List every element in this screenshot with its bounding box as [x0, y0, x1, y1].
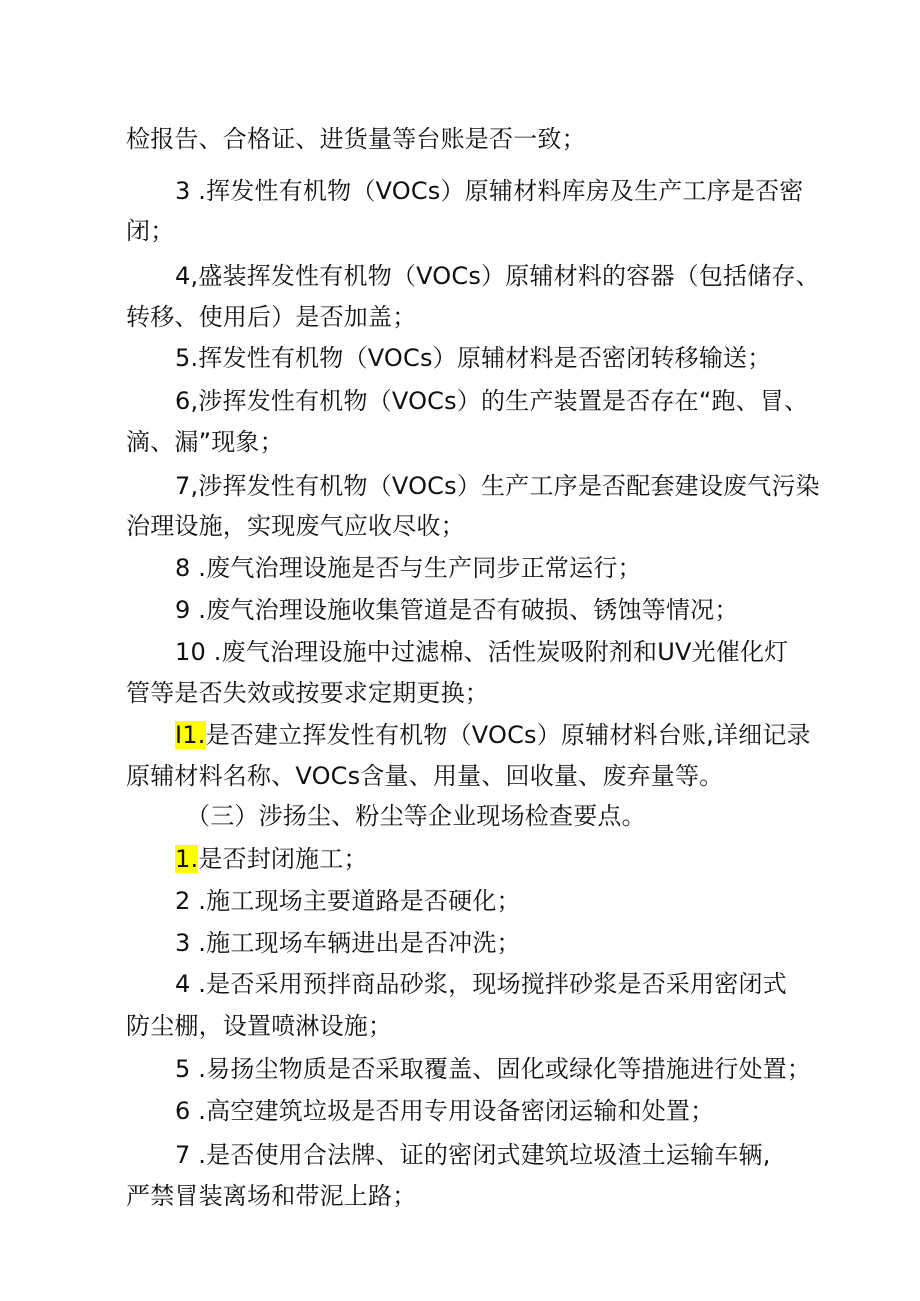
text-line-8: 滴、漏”现象； — [126, 428, 284, 456]
text-line-1: 检报告、合格证、进货量等台账是否一致； — [126, 125, 586, 153]
text-line-23: 5 .易扬尘物质是否采取覆盖、固化或绿化等措施进行处置； — [175, 1055, 812, 1083]
text-line-10: 治理设施，实现废气应收尽收； — [126, 512, 465, 540]
text-line-26: 严禁冒装离场和带泥上路； — [126, 1182, 417, 1210]
text-line-20: 3 .施工现场车辆进出是否冲洗； — [175, 929, 521, 957]
highlighted-number: I1. — [175, 721, 206, 749]
text-line-12: 9 .废气治理设施收集管道是否有破损、锈蚀等情况； — [175, 596, 739, 624]
text-line-16: 原辅材料名称、VOCs含量、用量、回收量、废弃量等。 — [126, 762, 724, 790]
text-line-14: 管等是否失效或按要求定期更换； — [126, 679, 489, 707]
text-line-18 — [175, 844, 368, 874]
text-line-18-rest: 是否封闭施工； — [198, 845, 368, 873]
text-line-13: 10 .废气治理设施中过滤棉、活性炭吸附剂和UV光催化灯 — [175, 638, 789, 666]
text-line-22: 防尘棚，设置喷淋设施； — [126, 1012, 393, 1040]
text-line-5: 转移、使用后）是否加盖； — [126, 303, 417, 331]
text-line-15-rest: 是否建立挥发性有机物（VOCs）原辅材料台账,详细记录 — [205, 721, 811, 749]
text-line-3: 闭； — [126, 217, 175, 245]
text-line-2: 3 .挥发性有机物（VOCs）原辅材料库房及生产工序是否密 — [175, 177, 804, 205]
text-line-4: 4,盛装挥发性有机物（VOCs）原辅材料的容器（包括储存、 — [175, 262, 820, 290]
text-line-6: 5.挥发性有机物（VOCs）原辅材料是否密闭转移输送； — [175, 344, 772, 372]
text-line-11: 8 .废气治理设施是否与生产同步正常运行； — [175, 554, 642, 582]
text-line-25: 7 .是否使用合法牌、证的密闭式建筑垃圾渣土运输车辆, — [175, 1141, 771, 1169]
text-line-15 — [175, 720, 811, 750]
text-line-21: 4 .是否采用预拌商品砂浆，现场搅拌砂浆是否采用密闭式 — [175, 970, 787, 998]
text-line-24: 6 .高空建筑垃圾是否用专用设备密闭运输和处置； — [175, 1097, 715, 1125]
text-line-19: 2 .施工现场主要道路是否硬化； — [175, 887, 521, 915]
section-heading: （三）涉扬尘、粉尘等企业现场检查要点。 — [186, 802, 646, 830]
highlighted-number: 1. — [175, 845, 199, 873]
text-line-9: 7,涉挥发性有机物（VOCs）生产工序是否配套建设废气污染 — [175, 472, 820, 500]
text-line-7: 6,涉挥发性有机物（VOCs）的生产装置是否存在“跑、冒、 — [175, 387, 809, 415]
